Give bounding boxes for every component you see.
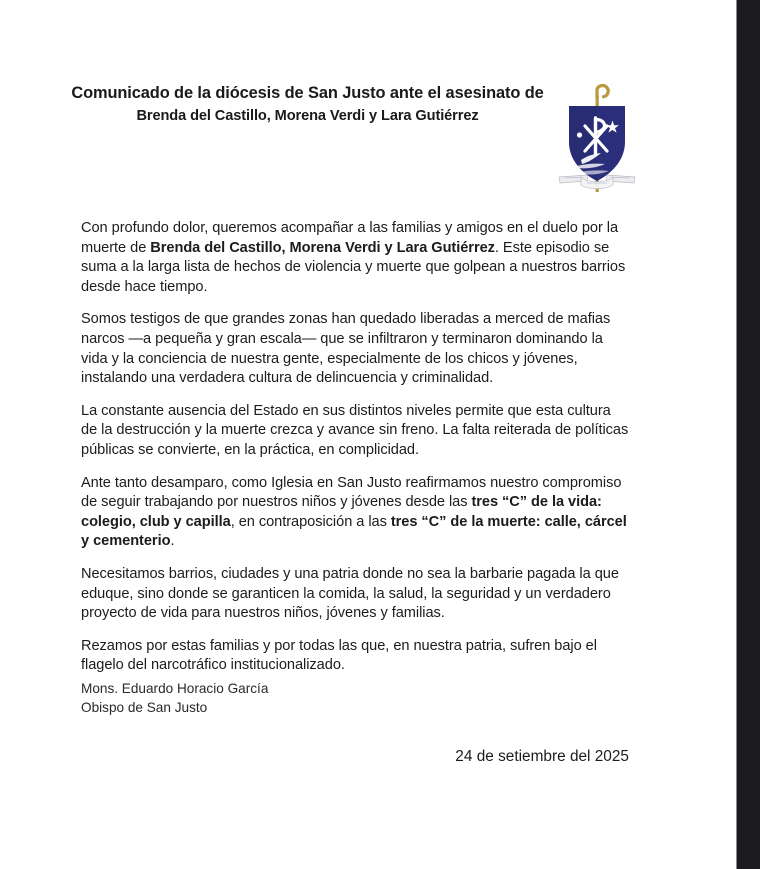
paragraph-p5 [81, 565, 629, 624]
body-text: Con profundo dolor, queremos acompañar a las familias y amigos en el duelo por la muerte de [81, 220, 619, 256]
body-text: Ante tanto desamparo, como Iglesia en San Justo reafirmamos nuestro compromiso de seguir trabajando por nuestros niños y jóvenes desde las [81, 474, 622, 511]
document-body [81, 219, 629, 676]
page-title-line-2: Brenda del Castillo, Morena Verdi y Lara Gutiérrez [136, 108, 479, 124]
body-text: . [170, 533, 175, 550]
body-text: Rezamos por estas familias y por todas las que, en nuestra patria, sufren bajo el flagelo del narcotráfico institucionalizado. [81, 637, 597, 674]
body-text: Necesitamos barrios, ciudades y una patria donde no sea la barbarie pagada la que eduque, sino donde se garanticen la comida, la salud, la seguridad y un verdadero proyecto de vida para nuestros niños, jóvenes y familias. [81, 565, 619, 622]
page-title [60, 82, 555, 127]
paragraph-p4 [81, 474, 629, 552]
body-text: , en contraposición a las [230, 513, 391, 530]
paragraph-p6 [81, 637, 629, 676]
page-title-line-1: Comunicado de la diócesis de San Justo ante el asesinato de [71, 84, 544, 102]
signature-block [81, 680, 268, 717]
viewer-gutter [737, 0, 760, 869]
signatory-name: Mons. Eduardo Horacio García [81, 681, 269, 696]
document-date: 24 de setiembre del 2025 [455, 748, 629, 765]
body-text: Somos testigos de que grandes zonas han quedado liberadas a merced de mafias narcos —a pequeña y gran escala— que se infiltraron y terminaron dominando la vida y la conciencia de nuestra gente, especialmente de los chicos y jóvenes, instalando una verdadera cultura de delincuencia y criminalidad. [81, 311, 611, 387]
emphasis-text: Brenda del Castillo, Morena Verdi y Lara Gutiérrez [150, 239, 495, 256]
signatory-role: Obispo de San Justo [81, 699, 208, 715]
body-text: La constante ausencia del Estado en sus distintos niveles permite que esta cultura de la destrucción y la muerte crezca y avance sin freno. La falta reiterada de políticas públicas se convierte, en la práctica, en complicidad. [81, 402, 629, 458]
body-text: . Este episodio se suma a la larga lista de hechos de violencia y muerte que golpean a nuestros barrios desde hace tiempo. [81, 239, 626, 295]
paragraph-p1 [81, 219, 629, 297]
document-header [0, 82, 737, 192]
emphasis-text: tres “C” de la vida: colegio, club y capilla [81, 494, 602, 530]
paragraph-p2 [81, 310, 629, 388]
emphasis-text: tres “C” de la muerte: calle, cárcel y cementerio [81, 513, 627, 550]
diocese-coat-of-arms-icon [551, 82, 643, 194]
paragraph-p3 [81, 402, 629, 461]
